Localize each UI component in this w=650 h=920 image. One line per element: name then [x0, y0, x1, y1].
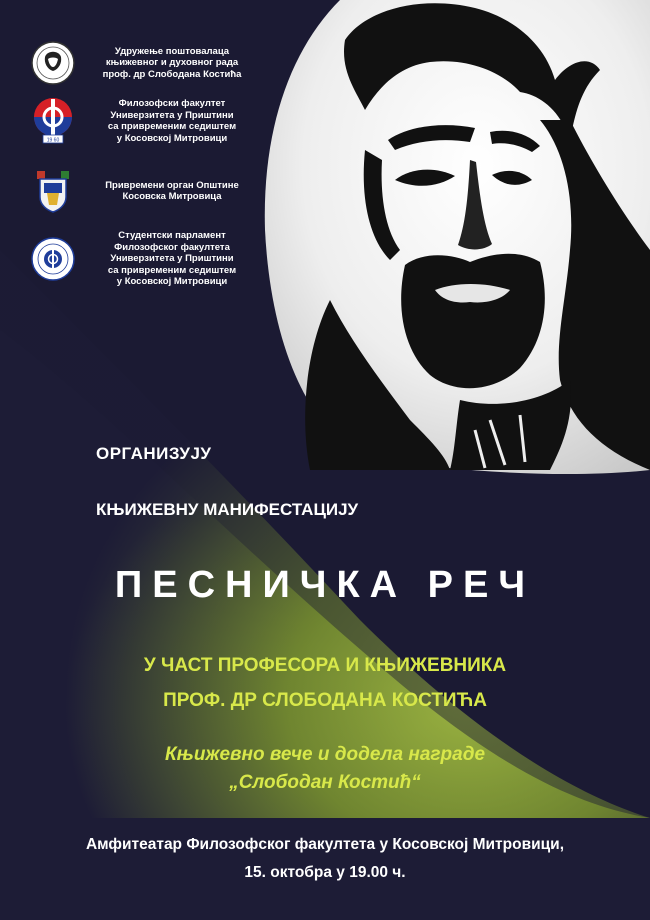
- logo-text-student-parliament: [102, 230, 242, 288]
- student-parliament-logo-icon: [30, 236, 76, 282]
- association-portrait-logo-icon: [30, 40, 76, 86]
- logo-year: 19 60: [46, 137, 60, 144]
- honor-line-1: У ЧАСТ ПРОФЕСОРА И КЊИЖЕВНИКА: [143, 655, 507, 676]
- logo-text-line: Универзитета у Приштини: [110, 109, 234, 121]
- logo-text-line: у Косовској Митровици: [116, 276, 228, 287]
- logo-text-line: Универзитета у Приштини: [110, 253, 234, 264]
- logo-text-line: проф. др Слободана Костића: [102, 68, 242, 80]
- logo-row-municipality: [30, 168, 242, 214]
- logo-text-line: са привременим седиштем: [107, 264, 237, 276]
- municipality-coat-of-arms-icon: [30, 168, 76, 214]
- logo-text-line: Филозофског факултета: [114, 241, 230, 253]
- organize-heading: ОРГАНИЗУЈУ: [96, 444, 212, 463]
- poet-portrait: [270, 0, 650, 470]
- logo-text-line: са привременим седиштем: [107, 121, 237, 132]
- event-title: ПЕСНИЧКА РЕЧ: [114, 564, 536, 606]
- logo-text-line: Студентски парламент: [118, 230, 226, 241]
- faculty-of-philosophy-logo-icon: [30, 98, 76, 144]
- evening-line-1: Књижевно вече и додела награде: [164, 744, 486, 765]
- logo-row-student-parliament: [30, 230, 242, 288]
- logo-text-line: књижевног и духовног рада: [105, 57, 239, 69]
- venue-date-time: 15. октобра у 19.00 ч.: [244, 864, 406, 881]
- logo-text-municipality: [102, 180, 242, 203]
- logo-text-line: Привремени орган Општине: [105, 179, 239, 191]
- honor-line-2: ПРОФ. ДР СЛОБОДАНА КОСТИЋА: [163, 690, 487, 711]
- logo-row-faculty: [30, 98, 242, 144]
- event-type-heading: КЊИЖЕВНУ МАНИФЕСТАЦИЈУ: [96, 500, 359, 519]
- logo-row-association: [30, 40, 242, 86]
- logo-text-association: [102, 46, 242, 81]
- award-name: „Слободан Костић“: [229, 772, 421, 793]
- logo-text-line: Косовска Митровица: [122, 191, 222, 202]
- logo-text-line: у Косовској Митровици: [116, 132, 228, 144]
- logo-text-line: Филозофски факултет: [118, 98, 226, 109]
- logo-text-line: Удружење поштовалаца: [114, 45, 230, 57]
- logo-text-faculty: [102, 98, 242, 144]
- venue-location: Амфитеатар Филозофског факултета у Косовској Митровици,: [85, 836, 565, 853]
